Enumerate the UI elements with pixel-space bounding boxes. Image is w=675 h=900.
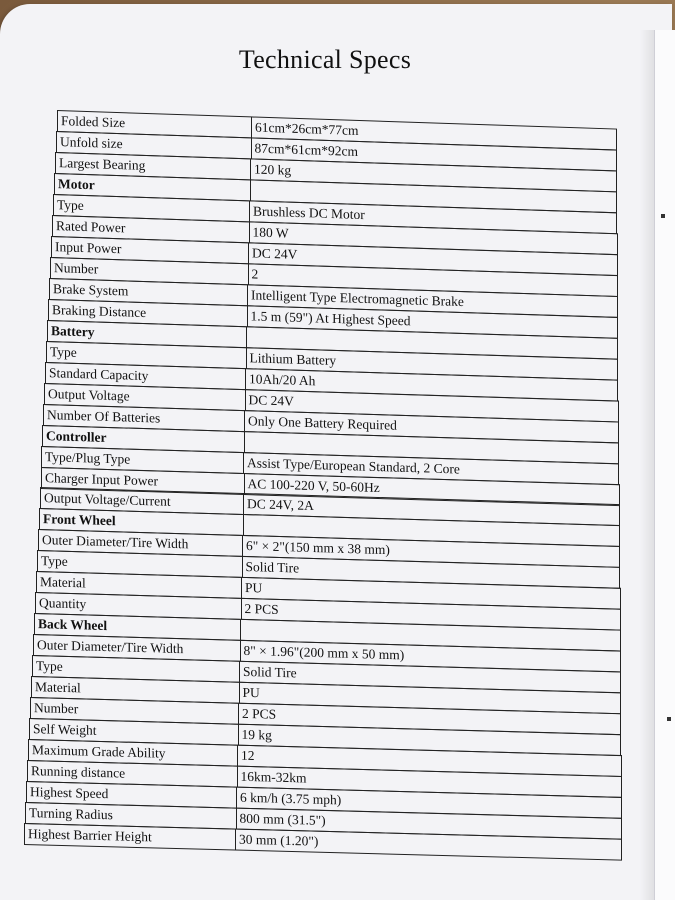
next-page-edge [654,30,675,900]
spec-value: 1.5 m (59") At Highest Speed [247,305,619,339]
spec-value: Lithium Battery [246,347,619,380]
spec-value: PU [241,577,621,610]
spec-value: DC 24V, 2A [243,493,620,526]
spec-label: Standard Capacity [45,362,245,390]
spec-value: 12 [237,745,622,777]
spec-label: Outer Diameter/Tire Width [33,634,240,662]
spec-value: 800 mm (31.5") [235,808,621,840]
section-label: Battery [47,320,246,348]
spec-label: Highest Speed [26,781,236,809]
spec-value: 6" × 2"(150 mm x 38 mm) [242,535,620,568]
spec-label: Number Of Batteries [43,404,244,432]
spec-label: Self Weight [29,718,238,746]
spec-value: DC 24V [248,242,618,276]
spec-value: 180 W [249,221,618,255]
spec-value: 10Ah/20 Ah [245,368,618,401]
spec-value: AC 100-220 V, 50-60Hz [243,473,620,506]
spec-label: Turning Radius [25,802,236,830]
spec-label: Outer Diameter/Tire Width [38,529,242,557]
spec-label: Output Voltage [44,383,245,411]
spec-label: Largest Bearing [55,152,250,180]
spec-label: Quantity [35,592,241,620]
spec-label: Type/Plug Type [41,446,243,474]
spec-value: Solid Tire [241,556,620,589]
spec-label: Running distance [27,760,237,788]
spec-value: PU [238,682,621,715]
spec-value: 61cm*26cm*77cm [251,116,617,150]
spec-value: Only One Battery Required [244,410,619,443]
spec-label: Number [50,257,248,285]
section-label: Front Wheel [39,508,243,536]
spec-label: Type [53,194,249,222]
spec-value: DC 24V [245,389,619,422]
page-fold-shadow [640,30,654,900]
spec-label: Maximum Grade Ability [28,739,237,767]
page-mark [661,214,665,218]
spec-label: Output Voltage/Current [40,487,243,515]
spec-value: Intelligent Type Electromagnetic Brake [247,284,618,318]
page-mark [667,717,671,721]
spec-value: Solid Tire [239,661,621,694]
spec-value: 19 kg [237,724,621,756]
spec-value: 120 kg [250,158,617,192]
spec-label: Highest Barrier Height [24,823,235,850]
page-title: Technical Specs [238,45,412,74]
spec-label: Rated Power [52,215,249,243]
section-label: Controller [42,425,244,453]
spec-label: Charger Input Power [41,467,244,495]
spec-value: 2 PCS [240,598,620,631]
spec-value: Brushless DC Motor [249,200,617,234]
spec-value: 6 km/h (3.75 mph) [236,787,622,819]
spec-label: Folded Size [57,110,251,138]
spec-value: 30 mm (1.20") [235,829,622,861]
spec-value: 2 PCS [238,703,621,735]
spec-value: 16km-32km [236,766,621,798]
spec-value: 2 [248,263,618,297]
spec-label: Brake System [49,278,247,306]
section-label: Back Wheel [34,613,240,641]
spec-label: Type [46,341,246,369]
spec-label: Type [37,550,242,578]
spec-label: Material [31,676,239,704]
spec-value: 87cm*61cm*92cm [251,137,618,171]
spec-label: Material [36,571,241,599]
spec-label: Input Power [51,236,248,264]
spec-label: Unfold size [56,131,251,159]
spec-label: Number [30,697,238,725]
spec-value: Assist Type/European Standard, 2 Core [243,452,619,485]
spec-label: Type [32,655,239,683]
section-label: Motor [54,173,250,201]
spec-value: 8" × 1.96"(200 mm x 50 mm) [239,640,620,673]
spec-label: Braking Distance [48,299,247,327]
